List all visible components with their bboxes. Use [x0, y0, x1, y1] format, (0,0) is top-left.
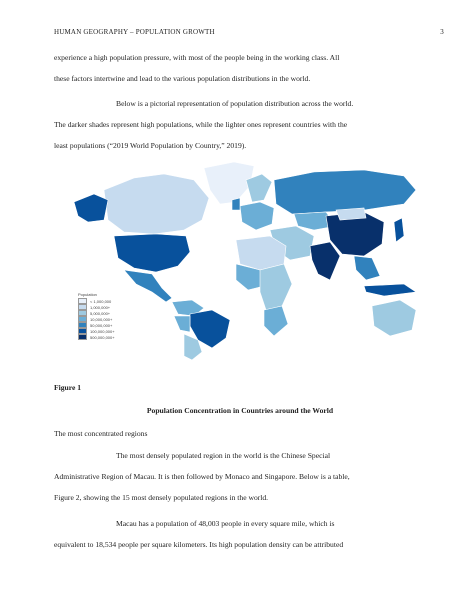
text-line: least populations (“2019 World Population by Country,” 2019). [54, 141, 247, 150]
text-line: equivalent to 18,534 people per square kilometers. Its high population density can be attributed [54, 540, 344, 549]
world-population-map [64, 160, 422, 360]
running-header [54, 28, 444, 36]
text-line: Below is a pictorial representation of population distribution across the world. [116, 99, 354, 108]
text-line: Macau has a population of 48,003 people in every square mile, which is [116, 519, 335, 528]
canada-shape [104, 174, 209, 234]
page-number: 3 [440, 28, 444, 36]
legend-item [78, 334, 115, 340]
western-europe-shape [240, 202, 274, 230]
map-legend [78, 292, 115, 340]
southeast-asia-shape [354, 256, 380, 280]
text-line: these factors intertwine and lead to the various population distributions in the world. [54, 74, 311, 83]
running-head-text: HUMAN GEOGRAPHY – POPULATION GROWTH [54, 28, 215, 36]
alaska-shape [74, 194, 108, 222]
india-shape [310, 242, 340, 280]
text-line: Figure 2, showing the 15 most densely populated regions in the world. [54, 493, 269, 502]
text-line: The darker shades represent high populations, while the lighter ones represent countries with the [54, 120, 348, 129]
legend-label: 5,000,000+ [90, 310, 111, 316]
paragraph-4 [54, 518, 426, 550]
peru-shape [174, 316, 190, 332]
australia-shape [372, 300, 416, 336]
text-line: The most densely populated region in the world is the Chinese Special [116, 451, 331, 460]
legend-label: < 1,000,000 [90, 298, 112, 304]
southern-africa-shape [264, 306, 288, 336]
mongolia-shape [336, 208, 366, 220]
legend-label: 10,000,000+ [90, 316, 113, 322]
paragraph-2 [54, 98, 426, 151]
greenland-shape [204, 162, 254, 204]
legend-title: Population [78, 292, 97, 297]
central-africa-shape [260, 264, 292, 310]
paragraph-3 [54, 450, 426, 503]
russia-shape [274, 170, 416, 214]
figure-title: Population Concentration in Countries around the World [146, 406, 334, 415]
legend-label: 50,000,000+ [90, 322, 113, 328]
legend-label: 100,000,000+ [90, 328, 115, 334]
usa-shape [114, 234, 190, 272]
indonesia-shape [364, 284, 416, 296]
section-heading: The most concentrated regions [54, 429, 148, 438]
uk-shape [232, 198, 240, 210]
text-line: experience a high population pressure, with most of the people being in the working class. All [54, 53, 340, 62]
japan-shape [394, 218, 404, 242]
paragraph-1 [54, 52, 426, 84]
north-africa-shape [236, 236, 286, 270]
legend-swatch [78, 334, 87, 340]
mexico-shape [124, 270, 172, 302]
figure-label: Figure 1 [54, 383, 82, 392]
legend-label: 500,000,000+ [90, 334, 115, 340]
legend-label: 1,000,000+ [90, 304, 111, 310]
text-line: Administrative Region of Macau. It is then followed by Monaco and Singapore. Below is a table, [54, 472, 350, 481]
